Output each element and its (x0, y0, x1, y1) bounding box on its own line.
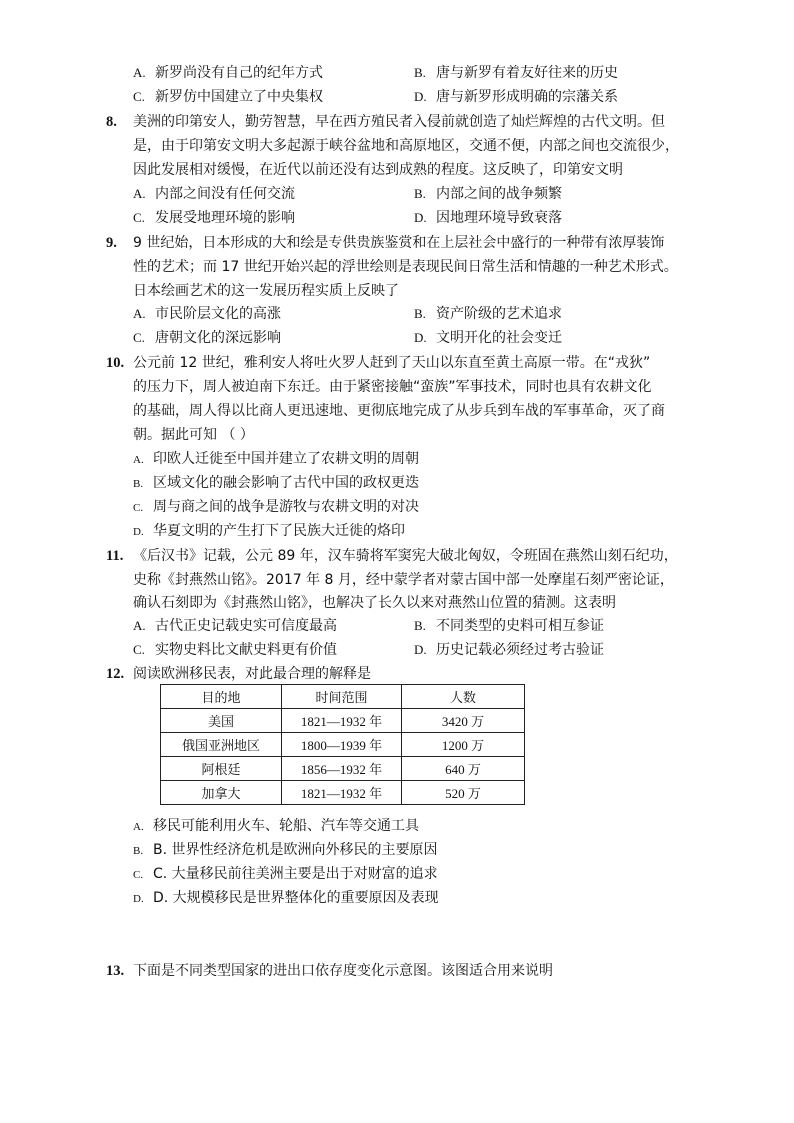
option-text: 实物史料比文献史料更有价值 (155, 642, 337, 658)
q8-option-d (414, 208, 562, 228)
q13-number: 13. (106, 963, 125, 979)
option-text: 唐与新罗有着友好往来的历史 (436, 65, 618, 81)
q8-number: 8. (106, 114, 117, 130)
table-cell: 1856—1932 年 (282, 757, 402, 781)
option-text: 唐与新罗形成明确的宗藩关系 (436, 89, 618, 105)
option-letter: C. (133, 89, 145, 104)
option-letter: C. (133, 642, 145, 657)
q10-option-b (133, 473, 419, 494)
option-letter: B. (414, 306, 426, 321)
q11-option-b (414, 616, 604, 636)
option-letter: A. (133, 618, 146, 633)
option-letter: A. (133, 186, 146, 201)
table-row (161, 781, 525, 805)
option-letter: A. (133, 306, 146, 321)
q11-option-d (414, 640, 604, 660)
option-letter: B. (133, 845, 144, 857)
option-text: 因地理环境导致衰落 (436, 210, 562, 226)
q9-stem-line-1: 9 世纪始，日本形成的大和绘是专供贵族鉴赏和在上层社会中盛行的一种带有浓厚装饰 (133, 235, 665, 251)
table-cell: 3420 万 (402, 709, 525, 733)
option-letter: D. (133, 526, 144, 538)
q12-option-d (133, 888, 439, 909)
q10-number: 10. (106, 355, 125, 371)
option-text: 内部之间的战争频繁 (436, 186, 562, 202)
table-cell: 1200 万 (402, 733, 525, 757)
option-letter: D. (414, 330, 427, 345)
table-header-cell: 时间范围 (282, 685, 402, 709)
option-text: 资产阶级的艺术追求 (436, 306, 562, 322)
option-letter: D. (133, 893, 144, 905)
q11-number: 11. (106, 548, 124, 564)
option-letter: C. (133, 502, 144, 514)
q8-stem-line-3: 因此发展相对缓慢，在近代以前还没有达到成熟的程度。这反映了，印第安文明 (133, 162, 623, 178)
q7-option-c (133, 87, 323, 107)
option-letter: D. (414, 89, 427, 104)
option-letter: D. (414, 642, 427, 657)
option-text: 华夏文明的产生打下了民族大迁徙的烙印 (153, 523, 405, 539)
option-text: 不同类型的史料可相互参证 (436, 618, 604, 634)
option-letter: D. (414, 210, 427, 225)
q9-stem-line-2: 性的艺术；而 17 世纪开始兴起的浮世绘则是表现民间日常生活和情趣的一种艺术形式。 (133, 259, 678, 275)
q12-number: 12. (106, 666, 125, 682)
q10-stem-line-3: 的基础，周人得以比商人更迅速地、更彻底地完成了从步兵到车战的军事革命，灭了商 (133, 403, 665, 419)
option-text: C. 大量移民前往美洲主要是出于对财富的追求 (153, 866, 438, 882)
option-letter: A. (133, 454, 144, 466)
option-text: 内部之间没有任何交流 (155, 186, 295, 202)
table-row (161, 733, 525, 757)
q7-option-d (414, 87, 618, 107)
table-cell: 1821—1932 年 (282, 781, 402, 805)
q10-stem-line-1: 公元前 12 世纪，雅利安人将吐火罗人赶到了天山以东直至黄土高原一带。在“戎狄” (133, 355, 651, 371)
option-text: 市民阶层文化的高涨 (155, 306, 281, 322)
q11-option-a (133, 616, 337, 636)
table-cell: 加拿大 (161, 781, 282, 805)
option-letter: B. (414, 618, 426, 633)
q9-option-d (414, 328, 562, 348)
table-header-cell: 目的地 (161, 685, 282, 709)
q8-option-a (133, 184, 295, 204)
q10-option-c (133, 497, 419, 518)
q9-option-b (414, 304, 562, 324)
table-header-row (161, 685, 525, 709)
q10-option-d (133, 521, 405, 542)
option-text: 文明开化的社会变迁 (436, 330, 562, 346)
table-cell: 美国 (161, 709, 282, 733)
option-text: 新罗尚没有自己的纪年方式 (155, 65, 323, 81)
option-text: D. 大规模移民是世界整体化的重要原因及表现 (153, 890, 439, 906)
q12-option-b (133, 840, 438, 861)
table-cell: 520 万 (402, 781, 525, 805)
q10-option-a (133, 449, 419, 470)
q9-number: 9. (106, 235, 117, 251)
option-text: B. 世界性经济危机是欧洲向外移民的主要原因 (153, 842, 438, 858)
table-row (161, 709, 525, 733)
option-text: 印欧人迁徙至中国并建立了农耕文明的周朝 (153, 451, 419, 467)
option-letter: C. (133, 210, 145, 225)
migration-table (160, 684, 525, 805)
table-header-cell: 人数 (402, 685, 525, 709)
option-text: 发展受地理环境的影响 (155, 210, 295, 226)
option-letter: B. (414, 65, 426, 80)
option-text: 移民可能利用火车、轮船、汽车等交通工具 (153, 818, 419, 834)
q11-option-c (133, 640, 337, 660)
option-text: 新罗仿中国建立了中央集权 (155, 89, 323, 105)
q11-stem-line-2: 史称《封燕然山铭》。2017 年 8 月，经中蒙学者对蒙古国中部一处摩崖石刻严密论证， (133, 572, 674, 588)
q9-option-c (133, 328, 281, 348)
q8-option-c (133, 208, 295, 228)
option-letter: B. (133, 478, 144, 490)
option-letter: C. (133, 869, 144, 881)
q12-option-c (133, 864, 438, 885)
q9-option-a (133, 304, 281, 324)
option-letter: A. (133, 821, 144, 833)
q8-stem-line-1: 美洲的印第安人，勤劳智慧，早在西方殖民者入侵前就创造了灿烂辉煌的古代文明。但 (133, 114, 665, 130)
q11-stem-line-1: 《后汉书》记载，公元 89 年，汉车骑将军窦宪大破北匈奴，令班固在燕然山刻石纪功， (133, 548, 678, 564)
table-cell: 阿根廷 (161, 757, 282, 781)
option-text: 唐朝文化的深远影响 (155, 330, 281, 346)
option-text: 历史记载必须经过考古验证 (436, 642, 604, 658)
option-text: 古代正史记载史实可信度最高 (155, 618, 337, 634)
option-letter: C. (133, 330, 145, 345)
q7-option-b (414, 63, 618, 83)
table-cell: 1821—1932 年 (282, 709, 402, 733)
q8-stem-line-2: 是，由于印第安文明大多起源于峡谷盆地和高原地区，交通不便，内部之间也交流很少， (133, 138, 679, 154)
table-cell: 俄国亚洲地区 (161, 733, 282, 757)
option-letter: B. (414, 186, 426, 201)
option-letter: A. (133, 65, 146, 80)
q13-stem: 下面是不同类型国家的进出口依存度变化示意图。该图适合用来说明 (133, 963, 553, 979)
q11-stem-line-3: 确认石刻即为《封燕然山铭》，也解决了长久以来对燕然山位置的猜测。这表明 (133, 595, 616, 611)
q8-option-b (414, 184, 562, 204)
option-text: 区域文化的融会影响了古代中国的政权更迭 (153, 475, 419, 491)
table-row (161, 757, 525, 781)
option-text: 周与商之间的战争是游牧与农耕文明的对决 (153, 499, 419, 515)
q7-option-a (133, 63, 323, 83)
q10-stem-line-4: 朝。据此可知 （ ） (133, 427, 254, 443)
table-cell: 640 万 (402, 757, 525, 781)
q9-stem-line-3: 日本绘画艺术的这一发展历程实质上反映了 (133, 283, 399, 299)
q12-stem: 阅读欧洲移民表，对此最合理的解释是 (133, 666, 371, 682)
q10-stem-line-2: 的压力下，周人被迫南下东迁。由于紧密接触“蛮族”军事技术，同时也具有农耕文化 (133, 379, 652, 395)
table-cell: 1800—1939 年 (282, 733, 402, 757)
q12-option-a (133, 816, 419, 837)
